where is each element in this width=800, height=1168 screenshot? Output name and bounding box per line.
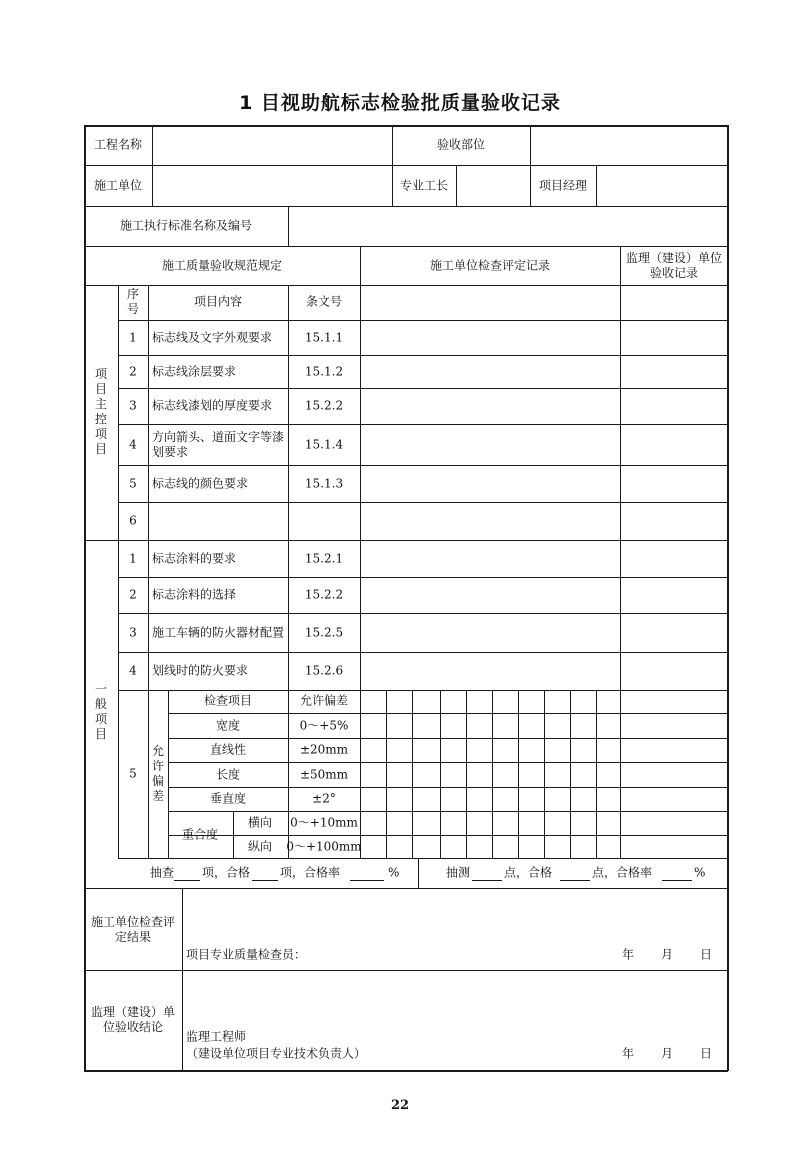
grid-line	[84, 125, 86, 1071]
clause-number: 15.2.1	[304, 551, 344, 565]
grid-line	[84, 1070, 728, 1072]
main-control-label: 项目主控项目	[94, 367, 107, 456]
sampling-measure-text: %	[694, 865, 706, 880]
tolerance-value: ±2°	[312, 791, 336, 806]
grid-line	[148, 285, 149, 691]
grid-line	[288, 690, 289, 859]
grid-line	[118, 285, 119, 859]
overlap-direction: 横向	[247, 815, 273, 830]
grid-line	[84, 246, 728, 247]
grid-line	[620, 285, 621, 859]
grid-line	[168, 811, 728, 812]
page-title: 1 目视助航标志检验批质量验收记录	[239, 92, 561, 114]
clause-number: 15.2.6	[304, 663, 344, 678]
supervisor-record-header: 监理（建设）单位验收记录	[625, 251, 722, 280]
seq-header: 序号	[126, 287, 139, 316]
standard-label: 施工执行标准名称及编号	[119, 218, 253, 233]
sampling-check-text: 项，合格	[202, 865, 251, 880]
date-day: 日	[699, 947, 713, 962]
item-content: 标志线漆划的厚度要求	[152, 398, 273, 413]
row-number: 5	[129, 476, 137, 490]
blank-underline	[560, 880, 590, 881]
item-content: 标志涂料的选择	[152, 587, 237, 602]
grid-line	[570, 690, 571, 859]
sampling-check-text: 抽查	[150, 865, 175, 880]
grid-line	[182, 888, 183, 1071]
tolerance-header: 允许偏差	[299, 693, 349, 708]
row-number: 3	[129, 625, 137, 639]
tolerance-item: 长度	[215, 767, 241, 781]
grid-line	[492, 690, 493, 859]
row-number: 1	[129, 551, 137, 565]
tolerance-value: 0～+5%	[299, 718, 349, 732]
clause-number: 15.1.4	[304, 437, 344, 451]
supervisor-conclusion-label: 监理（建设）单位验收结论	[90, 1005, 175, 1034]
date-day: 日	[699, 1046, 713, 1061]
item-content: 标志线的颜色要求	[152, 476, 249, 490]
row-number: 4	[129, 437, 137, 451]
date-year: 年	[621, 1046, 635, 1061]
grid-line	[84, 888, 728, 889]
sampling-check-text: 项，合格率	[280, 865, 341, 880]
overlap-direction: 纵向	[247, 839, 273, 853]
grid-line	[118, 465, 728, 466]
tolerance-item: 垂直度	[209, 791, 247, 806]
grid-line	[118, 858, 728, 859]
grid-line	[84, 540, 728, 541]
grid-line	[530, 165, 531, 207]
tolerance-value: ±50mm	[299, 767, 349, 781]
grid-line	[148, 690, 149, 859]
item-content: 标志线涂层要求	[152, 364, 237, 378]
grid-line	[288, 285, 289, 691]
overlap-value: 0～+10mm	[290, 815, 358, 830]
grid-line	[84, 125, 728, 127]
row-number: 2	[129, 587, 137, 602]
acceptance-part-label: 验收部位	[436, 137, 486, 152]
contractor-record-header: 施工单位检查评定记录	[429, 258, 551, 273]
grid-line	[392, 125, 393, 207]
row-number: 6	[129, 513, 137, 528]
grid-line	[84, 970, 728, 971]
engineer-label: 监理工程师	[186, 1029, 247, 1044]
clause-number: 15.2.5	[304, 625, 344, 639]
overlap-value: 0～+100mm	[286, 839, 362, 853]
overlap-label: 重合度	[181, 827, 219, 842]
grid-line	[118, 355, 728, 356]
tolerance-item: 直线性	[209, 742, 247, 757]
grid-line	[530, 125, 531, 166]
blank-underline	[174, 880, 200, 881]
tolerance-item: 宽度	[215, 718, 241, 732]
grid-line	[168, 713, 728, 714]
item-content: 标志涂料的要求	[152, 551, 237, 565]
grid-line	[466, 690, 467, 859]
row-number: 3	[129, 398, 137, 413]
grid-line	[118, 652, 728, 653]
grid-line	[118, 690, 728, 691]
grid-line	[360, 246, 361, 286]
grid-line	[544, 690, 545, 859]
row-number: 4	[129, 663, 137, 678]
grid-line	[84, 206, 728, 207]
grid-line	[118, 502, 728, 503]
date-year: 年	[621, 947, 635, 962]
row-number: 1	[129, 330, 137, 344]
grid-line	[418, 858, 419, 889]
general-items-label: 一般项目	[94, 682, 107, 741]
item-content-header: 项目内容	[193, 294, 243, 309]
grid-line	[152, 125, 153, 207]
clause-number: 15.1.3	[304, 476, 344, 490]
clause-number: 15.1.2	[304, 364, 344, 378]
row-number: 2	[129, 364, 137, 378]
grid-line	[727, 125, 729, 1071]
sampling-check-text: %	[388, 865, 400, 880]
grid-line	[620, 246, 621, 286]
blank-underline	[472, 880, 502, 881]
blank-underline	[350, 880, 384, 881]
sampling-measure-text: 点，合格率	[592, 865, 653, 880]
date-month: 月	[660, 1046, 674, 1061]
date-month: 月	[660, 947, 674, 962]
grid-line	[118, 613, 728, 614]
project-manager-label: 项目经理	[538, 178, 588, 193]
grid-line	[118, 388, 728, 389]
grid-line	[118, 320, 728, 321]
grid-line	[360, 285, 361, 859]
spec-header: 施工质量验收规范规定	[161, 258, 283, 273]
item-content: 方向箭头、道面文字等漆划要求	[152, 429, 285, 459]
grid-line	[168, 738, 728, 739]
page-number: 22	[390, 1098, 410, 1113]
clause-number: 15.1.1	[304, 330, 344, 344]
item-content: 标志线及文字外观要求	[152, 330, 273, 344]
clause-header: 条文号	[305, 294, 343, 309]
grid-line	[596, 165, 597, 207]
grid-line	[118, 424, 728, 425]
item-content: 划线时的防火要求	[152, 663, 249, 678]
grid-line	[386, 690, 387, 859]
clause-number: 15.2.2	[304, 398, 344, 413]
grid-line	[288, 206, 289, 247]
check-item-header: 检查项目	[203, 693, 253, 708]
grid-line	[596, 690, 597, 859]
sampling-measure-text: 点，合格	[504, 865, 553, 880]
grid-line	[84, 165, 728, 166]
foreman-label: 专业工长	[399, 178, 449, 193]
grid-line	[440, 690, 441, 859]
row-number: 5	[129, 766, 137, 781]
grid-line	[456, 165, 457, 207]
construction-unit-label: 施工单位	[93, 178, 143, 193]
grid-line	[118, 577, 728, 578]
tech-lead-label: （建设单位项目专业技术负责人）	[186, 1046, 367, 1061]
inspector-label: 项目专业质量检查员：	[186, 947, 307, 962]
grid-line	[518, 690, 519, 859]
grid-line	[168, 690, 169, 859]
blank-underline	[662, 880, 692, 881]
item-content: 施工车辆的防火器材配置	[152, 625, 285, 639]
grid-line	[168, 762, 728, 763]
blank-underline	[252, 880, 278, 881]
tolerance-value: ±20mm	[299, 742, 349, 757]
grid-line	[412, 690, 413, 859]
grid-line	[168, 787, 728, 788]
contractor-result-label: 施工单位检查评定结果	[90, 915, 175, 944]
grid-line	[168, 835, 728, 836]
tolerance-label: 允许偏差	[151, 744, 164, 803]
project-name-label: 工程名称	[93, 137, 143, 152]
clause-number: 15.2.2	[304, 587, 344, 602]
sampling-measure-text: 抽测	[446, 865, 471, 880]
grid-line	[84, 285, 728, 286]
